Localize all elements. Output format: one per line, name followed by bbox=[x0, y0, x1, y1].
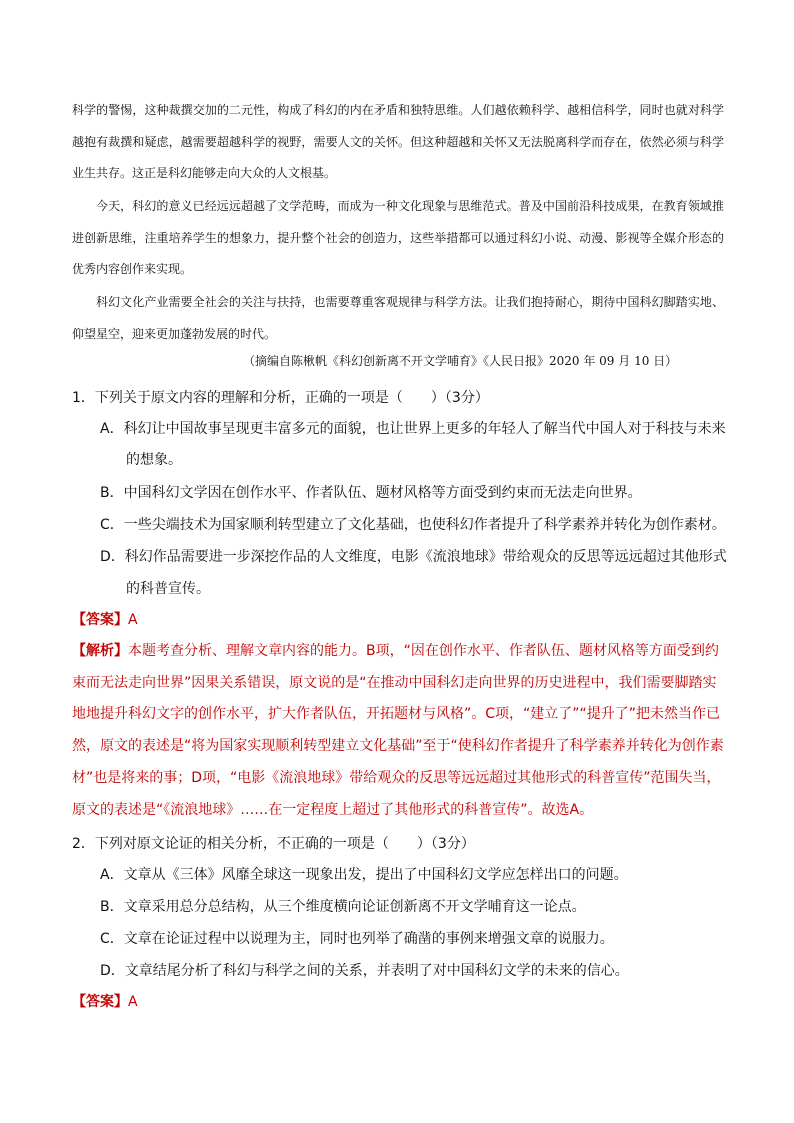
question-1-option-a-cont: 的想象。 bbox=[126, 452, 182, 468]
question-2-stem: 2．下列对原文论证的相关分析，不正确的一项是（ ）（3分） bbox=[72, 836, 475, 852]
passage-paragraph-2: 今天，科幻的意义已经远远超越了文学范畴，而成为一种文化现象与思维范式。普及中国前沿科技成果，在教育领域推进创新思维，注重培养学生的想象力，提升整个社会的创造力，这些举措都可以通过科幻小说、动漫、影视等全媒介形态的优秀内容创作来实现。 bbox=[72, 199, 724, 276]
question-2-option-d: D．文章结尾分析了科幻与科学之间的关系，并表明了对中国科幻文学的未来的信心。 bbox=[100, 963, 629, 979]
question-2-option-b: B．文章采用总分总结构，从三个维度横向论证创新离不开文学哺育这一论点。 bbox=[100, 899, 586, 915]
explanation-label: 【解析】 bbox=[72, 643, 128, 659]
question-1-explanation bbox=[72, 636, 724, 826]
answer-value: A bbox=[128, 612, 138, 628]
question-1-answer bbox=[72, 609, 138, 629]
passage-paragraph-3: 科幻文化产业需要全社会的关注与扶持，也需要尊重客观规律与科学方法。让我们抱持耐心，期待中国科幻脚踏实地、仰望星空，迎来更加蓬勃发展的时代。 bbox=[72, 295, 724, 341]
question-2-option-c: C．文章在论证过程中以说理为主，同时也列举了确凿的事例来增强文章的说服力。 bbox=[100, 931, 614, 947]
question-2-option-a: A．文章从《三体》风靡全球这一现象出发，提出了中国科幻文学应怎样出口的问题。 bbox=[100, 867, 628, 883]
question-1-option-b: B．中国科幻文学因在创作水平、作者队伍、题材风格等方面受到约束而无法走向世界。 bbox=[100, 485, 642, 501]
question-2-answer bbox=[72, 991, 138, 1011]
answer-value: A bbox=[128, 994, 138, 1010]
explanation-text: 本题考查分析、理解文章内容的能力。B项，“因在创作水平、作者队伍、题材风格等方面受到约束而无法走向世界”因果关系错误，原文说的是“在推动中国科幻走向世界的历史进程中，我们需要脚踏实地地提升科幻文字的创作水平，扩大作者队伍，开拓题材与风格”。C项，“建立了”“提升了”把未然当作已然，原文的表述是“将为国家实现顺利转型建立文化基础”至于“使科幻作者提升了科学素养并转化为创作素材”也是将来的事；D项，“电影《流浪地球》带给观众的反思等远远超过其他形式的科普宣传”范围失当，原文的表述是“《流浪地球》……在一定程度上超过了其他形式的科普宣传”。故选A。 bbox=[72, 643, 724, 818]
passage-paragraph-1: 科学的警惕，这种裁撰交加的二元性，构成了科幻的内在矛盾和独特思维。人们越依赖科学、越相信科学，同时也就对科学越抱有裁撰和疑虑，越需要超越科学的视野，需要人文的关怀。但这种超越和关怀又无法脱离科学而存在，依然必须与科学业生共存。这正是科幻能够走向大众的人文根基。 bbox=[72, 103, 724, 180]
answer-label: 【答案】 bbox=[72, 994, 128, 1010]
question-1-option-c: C．一些尖端技术为国家顺利转型建立了文化基础，也使科幻作者提升了科学素养并转化为创作素材。 bbox=[100, 517, 726, 533]
question-1-stem: 1．下列关于原文内容的理解和分析，正确的一项是（ ）（3分） bbox=[72, 390, 489, 406]
question-1-option-a: A．科幻让中国故事呈现更丰富多元的面貌，也让世界上更多的年轻人了解当代中国人对于科技与未来 bbox=[100, 421, 726, 437]
question-1-option-d-cont: 的科普宣传。 bbox=[126, 581, 210, 597]
passage-source: （摘编自陈楸帆《科幻创新离不开文学哺育》《人民日报》2020 年 09 月 10 日） bbox=[243, 354, 678, 368]
question-1-option-d: D．科幻作品需要进一步深挖作品的人文维度，电影《流浪地球》带给观众的反思等远远超过其他形式 bbox=[100, 549, 727, 565]
answer-label: 【答案】 bbox=[72, 612, 128, 628]
